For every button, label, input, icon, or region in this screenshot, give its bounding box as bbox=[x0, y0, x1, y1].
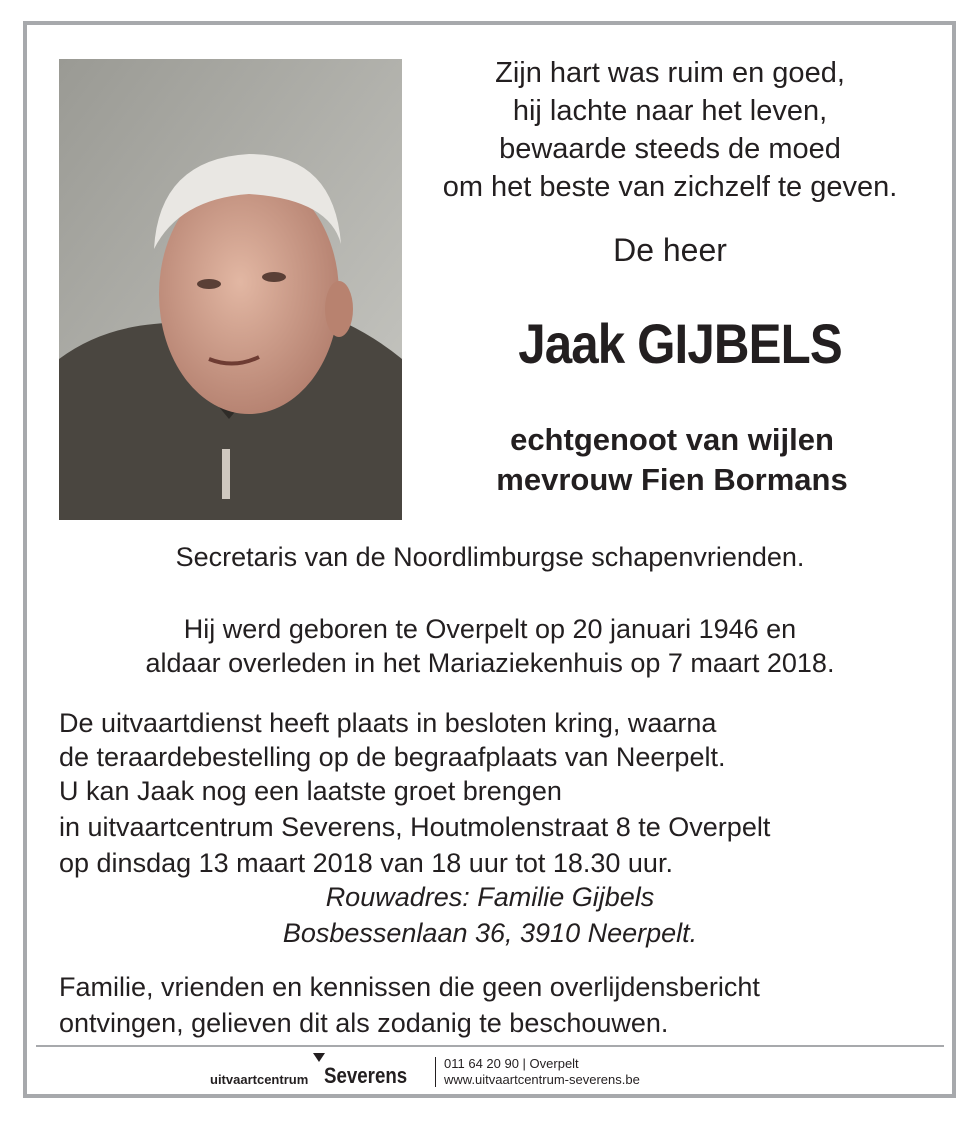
notice-line: Familie, vrienden en kennissen die geen overlijdensbericht bbox=[59, 972, 760, 1002]
role-text: Secretaris van de Noordlimburgse schapenvrienden. bbox=[175, 542, 805, 572]
death-line: aldaar overleden in het Mariaziekenhuis op 7 maart 2018. bbox=[145, 648, 835, 678]
service-line: De uitvaartdienst heeft plaats in besloten kring, waarna bbox=[59, 708, 717, 738]
service-line: op dinsdag 13 maart 2018 van 18 uur tot 18.30 uur. bbox=[59, 848, 673, 878]
poem-line: bewaarde steeds de moed bbox=[499, 133, 841, 165]
footer bbox=[200, 1050, 760, 1092]
poem bbox=[410, 54, 930, 206]
logo-subtitle: uitvaartcentrum bbox=[210, 1072, 309, 1087]
spouse-line: echtgenoot van wijlen bbox=[510, 422, 834, 457]
honorific: De heer bbox=[613, 232, 727, 268]
portrait-photo bbox=[59, 59, 402, 520]
footer-separator bbox=[435, 1057, 436, 1087]
birth-line: Hij werd geboren te Overpelt op 20 januari 1946 en bbox=[183, 614, 797, 644]
footer-website-link[interactable]: www.uitvaartcentrum-severens.be bbox=[444, 1072, 640, 1087]
service-line: in uitvaartcentrum Severens, Houtmolenstraat 8 te Overpelt bbox=[59, 812, 771, 842]
poem-line: hij lachte naar het leven, bbox=[512, 95, 828, 127]
service-line: de teraardebestelling op de begraafplaats van Neerpelt. bbox=[59, 742, 726, 772]
poem-line: Zijn hart was ruim en goed, bbox=[495, 57, 845, 89]
footer-phone-location: 011 64 20 90 | Overpelt bbox=[444, 1056, 579, 1071]
service-line: U kan Jaak nog een laatste groet brengen bbox=[59, 776, 562, 806]
notice-line: ontvingen, gelieven dit als zodanig te beschouwen. bbox=[59, 1008, 669, 1038]
logo-triangle-icon bbox=[313, 1053, 325, 1062]
address-line: Rouwadres: Familie Gijbels bbox=[325, 882, 655, 912]
address-line: Bosbessenlaan 36, 3910 Neerpelt. bbox=[282, 918, 698, 948]
spouse-info bbox=[412, 420, 932, 500]
poem-line: om het beste van zichzelf te geven. bbox=[442, 171, 898, 203]
footer-divider bbox=[36, 1045, 944, 1047]
deceased-name: Jaak GIJBELS bbox=[518, 312, 842, 375]
logo-brand: Severens bbox=[324, 1063, 408, 1088]
spouse-line: mevrouw Fien Bormans bbox=[496, 462, 848, 497]
